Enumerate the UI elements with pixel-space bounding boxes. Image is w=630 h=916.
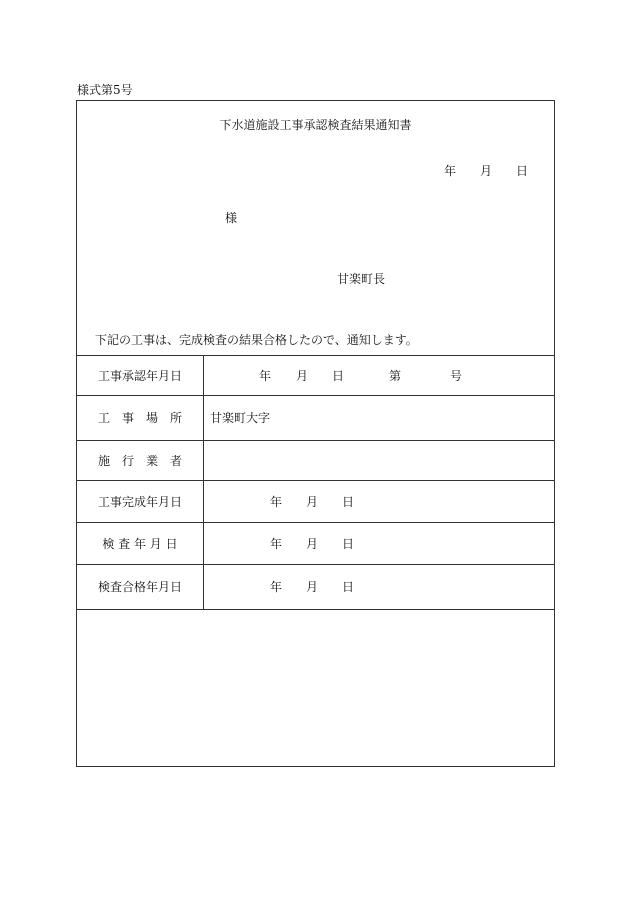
inspection-month: 月 (306, 536, 319, 551)
completion-day: 日 (342, 494, 355, 509)
inspection-day: 日 (342, 536, 355, 551)
approval-no-prefix: 第 (389, 368, 402, 383)
inspection-date-label: 検 査 年 月 日 (77, 523, 204, 565)
construction-site-label: 工 事 場 所 (77, 396, 204, 441)
notice-form (76, 100, 555, 767)
completion-date-value (204, 481, 555, 523)
notice-text: 下記の工事は、完成検査の結果合格したので、通知します。 (95, 333, 418, 347)
pass-month: 月 (306, 580, 319, 594)
issuer-name: 甘楽町長 (337, 272, 386, 286)
approval-month: 月 (296, 368, 309, 383)
inspection-year: 年 (270, 536, 283, 551)
header-date-month: 月 (480, 164, 493, 178)
approval-day: 日 (332, 368, 345, 383)
header-date-day: 日 (516, 164, 529, 178)
table-row (77, 441, 554, 481)
details-table (77, 355, 554, 610)
table-row (77, 481, 554, 523)
approval-no-suffix: 号 (450, 368, 463, 383)
contractor-label: 施 行 業 者 (77, 441, 204, 481)
pass-date-value (204, 565, 555, 610)
approval-date-value (204, 356, 555, 396)
table-row (77, 356, 554, 396)
completion-month: 月 (306, 494, 319, 509)
table-row (77, 396, 554, 441)
construction-site-value: 甘楽町大字 (204, 396, 555, 441)
table-row (77, 523, 554, 565)
approval-date-label: 工事承認年月日 (77, 356, 204, 396)
approval-year: 年 (259, 368, 272, 383)
inspection-date-value (204, 523, 555, 565)
document-title: 下水道施設工事承認検査結果通知書 (219, 118, 412, 132)
pass-day: 日 (342, 580, 355, 594)
header-date-year: 年 (444, 164, 457, 178)
completion-year: 年 (270, 494, 283, 509)
table-row (77, 565, 554, 610)
form-number: 様式第5号 (77, 83, 133, 97)
pass-date-label: 検査合格年月日 (77, 565, 204, 610)
completion-date-label: 工事完成年月日 (77, 481, 204, 523)
contractor-value (204, 441, 555, 481)
pass-year: 年 (270, 580, 283, 594)
addressee-suffix: 様 (225, 211, 238, 225)
